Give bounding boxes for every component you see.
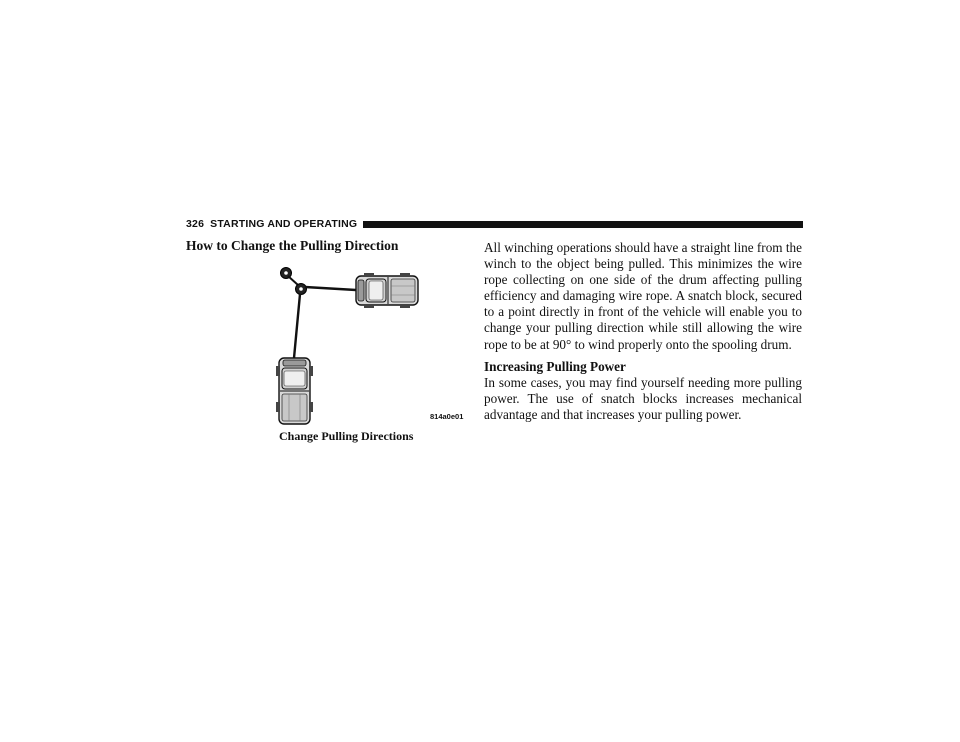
snatch-block (296, 284, 307, 295)
pulled-vehicle (356, 273, 418, 308)
page-number: 326 (186, 218, 205, 230)
subheading: Increasing Pulling Power (484, 358, 626, 374)
wire-rope-horizontal (305, 287, 356, 290)
figure-caption: Change Pulling Directions (279, 429, 414, 443)
page-header (186, 215, 803, 233)
body-paragraph-1: All winching operations should have a straight line from the winch to the object being pulled. This minimizes the wire rope collecting on one side of the drum affecting pulling efficiency and damaging wire rope. A snatch block, secured to a point directly in front of the vehicle will enable you to change your pulling direction while still allowing the wire rope to be at 90° to wind properly onto the spooling drum. (484, 240, 802, 352)
pulling-direction-illustration (270, 262, 475, 430)
body-paragraph-2: In some cases, you may find yourself needing more pulling power. The use of snatch blocks increases mechanical advantage and that increases your pulling power. (484, 374, 802, 422)
section-heading: How to Change the Pulling Direction (186, 238, 399, 253)
anchor-strap (288, 276, 298, 285)
winch-vehicle (276, 358, 313, 424)
header-rule (363, 221, 803, 228)
section-title: STARTING AND OPERATING (210, 218, 358, 230)
figure-id: 814a0e01 (430, 412, 464, 421)
body-text-column (484, 240, 802, 423)
wire-rope-vertical (294, 294, 300, 358)
